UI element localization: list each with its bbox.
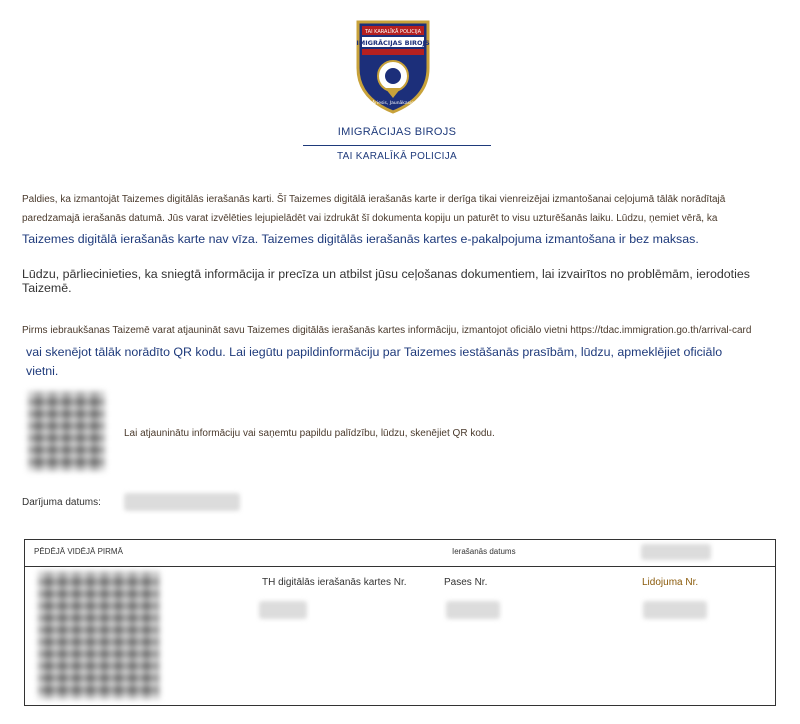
transaction-date-value-redacted	[124, 493, 240, 511]
tdac-number-label: TH digitālās ierašanās kartes Nr.	[262, 577, 407, 588]
tdac-number-value-redacted	[259, 601, 307, 619]
agency-title: IMIGRĀCIJAS BIROJS	[337, 126, 457, 138]
qr-caption: Lai atjauninātu informāciju vai saņemtu papildu palīdzību, lūdzu, skenējiet QR kodu.	[124, 428, 495, 439]
emblem-top-text: TAI KARALĪKĀ POLICIJA	[365, 29, 421, 35]
agency-subtitle: TAI KARALĪKĀ POLICIJA	[336, 151, 458, 162]
intro-paragraph-line-1: Paldies, ka izmantojāt Taizemes digitālās ierašanās karti. Šī Taizemes digitālā ierašanās karte ir derīga tikai vienreizējai izmantošanai ceļojumā tālāk norādītajā	[22, 194, 726, 205]
transaction-date-label: Darījuma datums:	[22, 497, 101, 508]
table-header-divider	[24, 566, 775, 567]
update-paragraph-line-1: Pirms iebraukšanas Taizemē varat atjaunināt savu Taizemes digitālās ierašanās kartes informāciju, izmantojot oficiālo vietni https://tdac.immigration.go.th/arrival-card	[22, 325, 752, 336]
arrival-date-header: Ierašanās datums	[452, 547, 516, 556]
intro-paragraph-line-3: Taizemes digitālā ierašanās karte nav vīza. Taizemes digitālās ierašanās kartes e-pakalpojuma izmantošana ir bez maksas.	[22, 232, 699, 246]
emblem-band-text: IMIGRĀCIJAS BIROJS	[356, 39, 430, 47]
accuracy-paragraph: Lūdzu, pārliecinieties, ka sniegtā informācija ir precīza un atbilst jūsu ceļošanas dokumentiem, lai izvairītos no problēmām, ierodoties Taizemē.	[22, 267, 750, 295]
arrival-date-value-redacted	[641, 544, 711, 560]
police-emblem	[352, 18, 434, 114]
intro-paragraph-line-2: paredzamajā ierašanās datumā. Jūs varat izvēlēties lejupielādēt vai izdrukāt šī dokumenta kopiju un paturēt to visu uzturēšanās laiku. Lūdzu, ņemiet vērā, ka	[22, 213, 718, 224]
card-qr-code	[38, 572, 159, 699]
name-header: PĒDĒJĀ VIDĒJĀ PIRMĀ	[34, 547, 123, 556]
emblem-bottom-text: Āriesis, Jaunākasie	[372, 101, 414, 106]
update-paragraph-line-2: vai skenējot tālāk norādīto QR kodu. Lai iegūtu papildinformāciju par Taizemes iestāšanās prasībām, lūdzu, apmeklējiet oficiālo	[26, 345, 723, 359]
update-qr-code[interactable]	[28, 392, 105, 471]
passport-number-label: Pases Nr.	[444, 577, 488, 588]
flight-number-value-redacted	[643, 601, 707, 619]
flight-number-label: Lidojuma Nr.	[642, 577, 699, 588]
header-divider	[303, 145, 491, 146]
update-paragraph-line-3: vietni.	[26, 364, 59, 378]
passport-number-value-redacted	[446, 601, 500, 619]
